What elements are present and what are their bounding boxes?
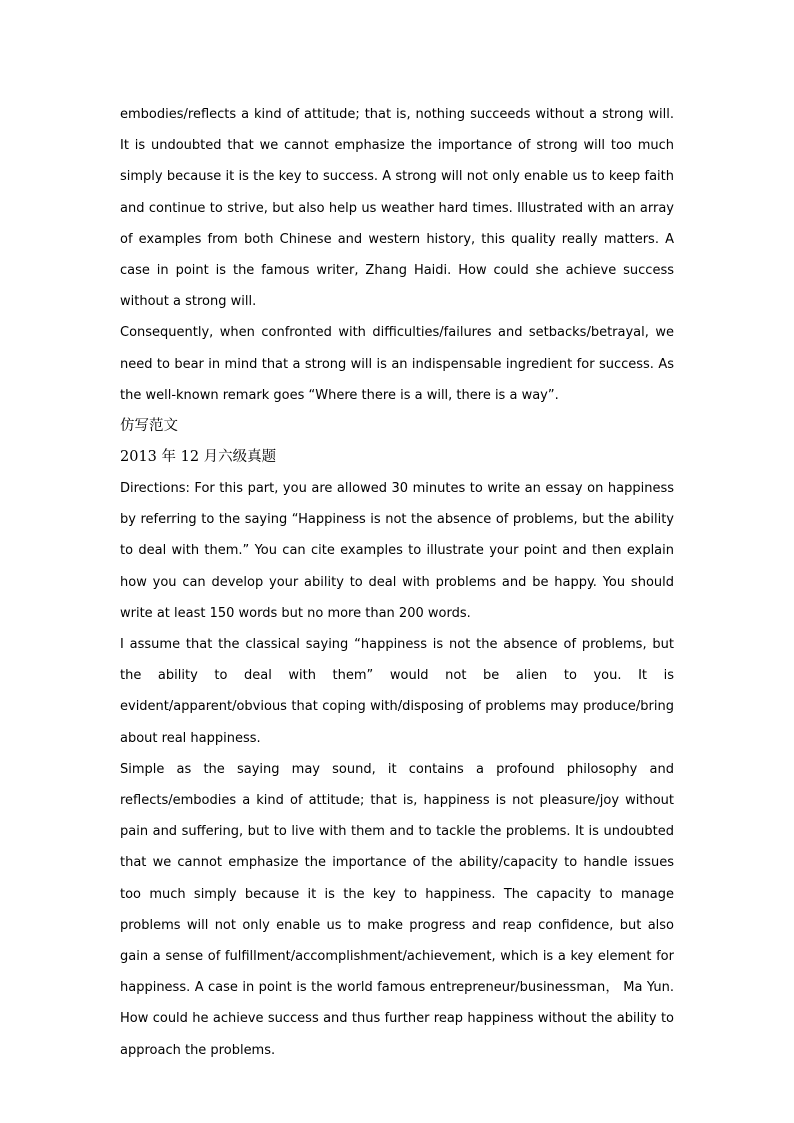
document-body: [120, 99, 674, 1066]
paragraph-directions: Directions: For this part, you are allowed 30 minutes to write an essay on happiness by referring to the saying “Happiness is not the absence of problems, but the ability to deal with them.” You can cite examples to illustrate your point and then explain how you can develop your ability to deal with problems and be happy. You should write at least 150 words but no more than 200 words.: [120, 481, 674, 621]
paragraph-strong-will: embodies/reflects a kind of attitude; that is, nothing succeeds without a strong will. It is undoubted that we cannot emphasize the importance of strong will too much simply because it is the key to success. A strong will not only enable us to keep faith and continue to strive, but also help us weather hard times. Illustrated with an array of examples from both Chinese and western history, this quality really matters. A case in point is the famous writer, Zhang Haidi. How could she achieve success without a strong will.: [120, 107, 674, 310]
exam-heading: 2013 年 12 月六级真题: [120, 449, 277, 466]
section-heading: 仿写范文: [120, 418, 178, 435]
paragraph-consequently: Consequently, when confronted with difficulties/failures and setbacks/betrayal, we need to bear in mind that a strong will is an indispensable ingredient for success. As the well-known remark goes “Where there is a will, there is a way”.: [120, 325, 674, 403]
paragraph-assume: I assume that the classical saying “happiness is not the absence of problems, but the ability to deal with them” would not be alien to you. It is evident/apparent/obvious that coping with/disposing of problems may produce/bring about real happiness.: [120, 637, 674, 746]
paragraph-simple-as: Simple as the saying may sound, it contains a profound philosophy and reflects/embodies a kind of attitude; that is, happiness is not pleasure/joy without pain and suffering, but to live with them and to tackle the problems. It is undoubted that we cannot emphasize the importance of the ability/capacity to handle issues too much simply because it is the key to happiness. The capacity to manage problems will not only enable us to make progress and reap confidence, but also gain a sense of fulfillment/accomplishment/achievement, which is a key element for happiness. A case in point is the world famous entrepreneur/businessman， Ma Yun. How could he achieve success and thus further reap happiness without the ability to approach the problems.: [120, 761, 674, 1058]
